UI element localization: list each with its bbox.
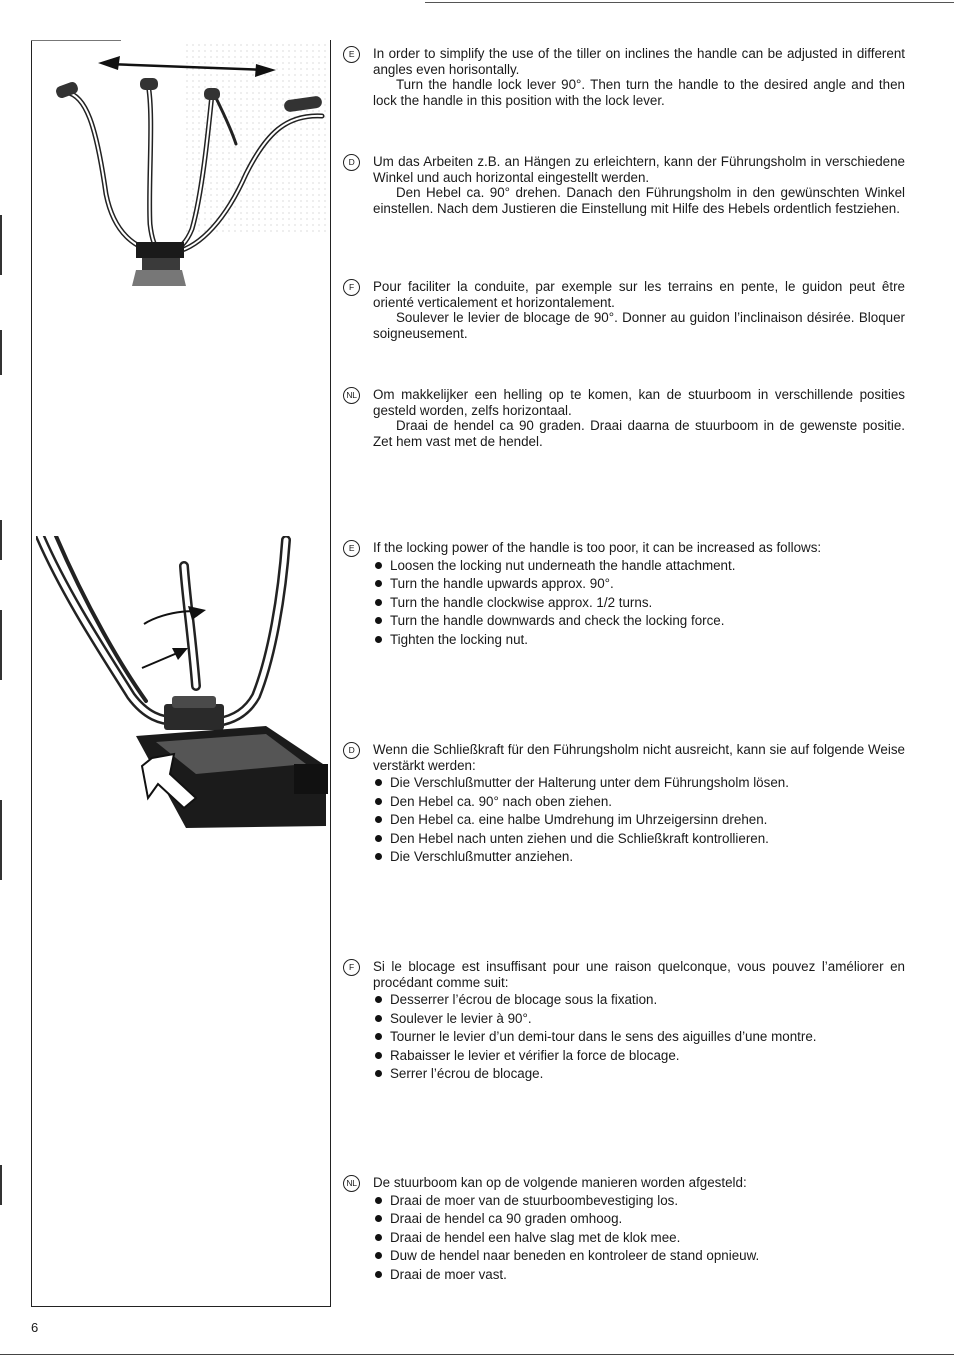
edge-mark xyxy=(0,330,2,375)
section-nl-locking-force xyxy=(343,1175,905,1285)
list-item: Desserrer l’écrou de blocage sous la fixation. xyxy=(373,992,905,1008)
section-e-handle-adjust xyxy=(343,46,905,108)
list-item: Draai de hendel ca 90 graden omhoog. xyxy=(373,1211,905,1227)
list-item: Turn the handle upwards approx. 90°. xyxy=(373,576,905,592)
list-item: Loosen the locking nut underneath the handle attachment. xyxy=(373,558,905,574)
list-item: Den Hebel nach unten ziehen und die Schließkraft kontrollieren. xyxy=(373,831,905,847)
list-item: Draai de moer van de stuurboombevestiging los. xyxy=(373,1193,905,1209)
list-item: Die Verschlußmutter der Halterung unter dem Führungsholm lösen. xyxy=(373,775,905,791)
section-f-handle-adjust xyxy=(343,279,905,341)
paragraph: If the locking power of the handle is too poor, it can be increased as follows: xyxy=(373,540,822,555)
list-item: Rabaisser le levier et vérifier la force de blocage. xyxy=(373,1048,905,1064)
section-nl-handle-adjust xyxy=(343,387,905,449)
list-item: Serrer l’écrou de blocage. xyxy=(373,1066,905,1082)
list-item: Soulever le levier à 90°. xyxy=(373,1011,905,1027)
paragraph: Den Hebel ca. 90° drehen. Danach den Führungsholm in den gewünschten Winkel einstellen. Nach dem Justieren die Einstellung mit Hilfe des Hebels ordentlich festziehen. xyxy=(373,185,905,216)
list-item: Den Hebel ca. 90° nach oben ziehen. xyxy=(373,794,905,810)
step-list xyxy=(373,775,905,865)
step-list xyxy=(373,992,905,1082)
list-item: Den Hebel ca. eine halbe Umdrehung im Uhrzeigersinn drehen. xyxy=(373,812,905,828)
handle-angle-illustration xyxy=(36,44,328,288)
page-number: 6 xyxy=(31,1320,39,1335)
rotation-arrow-icon xyxy=(144,606,206,624)
list-item: Draai de hendel een halve slag met de klok mee. xyxy=(373,1230,905,1246)
language-badge-d: D xyxy=(343,742,360,759)
edge-mark xyxy=(0,800,2,880)
list-item: Turn the handle clockwise approx. 1/2 turns. xyxy=(373,595,905,611)
section-d-handle-adjust xyxy=(343,154,905,216)
paragraph: De stuurboom kan op de volgende manieren worden afgesteld: xyxy=(373,1175,747,1190)
illustration-column-top xyxy=(31,40,121,41)
language-badge-f: F xyxy=(343,279,360,296)
list-item: Die Verschlußmutter anziehen. xyxy=(373,849,905,865)
paragraph: Wenn die Schließkraft für den Führungsholm nicht ausreicht, kann sie auf folgende Weise verstärkt werden: xyxy=(373,742,905,773)
list-item: Duw de hendel naar beneden en kontroleer de stand opnieuw. xyxy=(373,1248,905,1264)
list-item: Draai de moer vast. xyxy=(373,1267,905,1283)
section-e-locking-force xyxy=(343,540,905,650)
language-badge-nl: NL xyxy=(343,387,360,404)
language-badge-d: D xyxy=(343,154,360,171)
edge-mark xyxy=(0,520,2,560)
locking-nut-illustration xyxy=(36,536,328,828)
language-badge-e: E xyxy=(343,46,360,63)
paragraph: Um das Arbeiten z.B. an Hängen zu erleichtern, kann der Führungsholm in verschiedene Winkel und auch horizontal eingestellt werden. xyxy=(373,154,905,185)
paragraph: Turn the handle lock lever 90°. Then turn the handle to the desired angle and then lock the handle in this position with the lock lever. xyxy=(373,77,905,108)
edge-mark xyxy=(0,1165,2,1205)
edge-mark xyxy=(0,215,2,275)
edge-mark xyxy=(0,610,2,680)
section-f-locking-force xyxy=(343,959,905,1085)
direction-arrow-icon xyxy=(142,648,188,668)
top-rule xyxy=(425,2,954,3)
paragraph: Om makkelijker een helling op te komen, kan de stuurboom in verschillende posities gesteld worden, zelfs horizontaal. xyxy=(373,387,905,418)
paragraph: Soulever le levier de blocage de 90°. Donner au guidon l’inclinaison désirée. Bloquer soigneusement. xyxy=(373,310,905,341)
list-item: Tourner le levier d’un demi-tour dans le sens des aiguilles d’une montre. xyxy=(373,1029,905,1045)
step-list xyxy=(373,558,905,648)
list-item: Tighten the locking nut. xyxy=(373,632,905,648)
paragraph: Si le blocage est insuffisant pour une raison quelconque, vous pouvez l’améliorer en procédant comme suit: xyxy=(373,959,905,990)
section-d-locking-force xyxy=(343,742,905,868)
list-item: Turn the handle downwards and check the locking force. xyxy=(373,613,905,629)
paragraph: Draai de hendel ca 90 graden. Draai daarna de stuurboom in de gewenste positie. Zet hem vast met de hendel. xyxy=(373,418,905,449)
language-badge-nl: NL xyxy=(343,1175,360,1192)
paragraph: Pour faciliter la conduite, par exemple sur les terrains en pente, le guidon peut être orienté verticalement et horizontalement. xyxy=(373,279,905,310)
step-list xyxy=(373,1193,905,1283)
language-badge-f: F xyxy=(343,959,360,976)
language-badge-e: E xyxy=(343,540,360,557)
bottom-rule xyxy=(0,1354,954,1355)
paragraph: In order to simplify the use of the tiller on inclines the handle can be adjusted in different angles even horisontally. xyxy=(373,46,905,77)
